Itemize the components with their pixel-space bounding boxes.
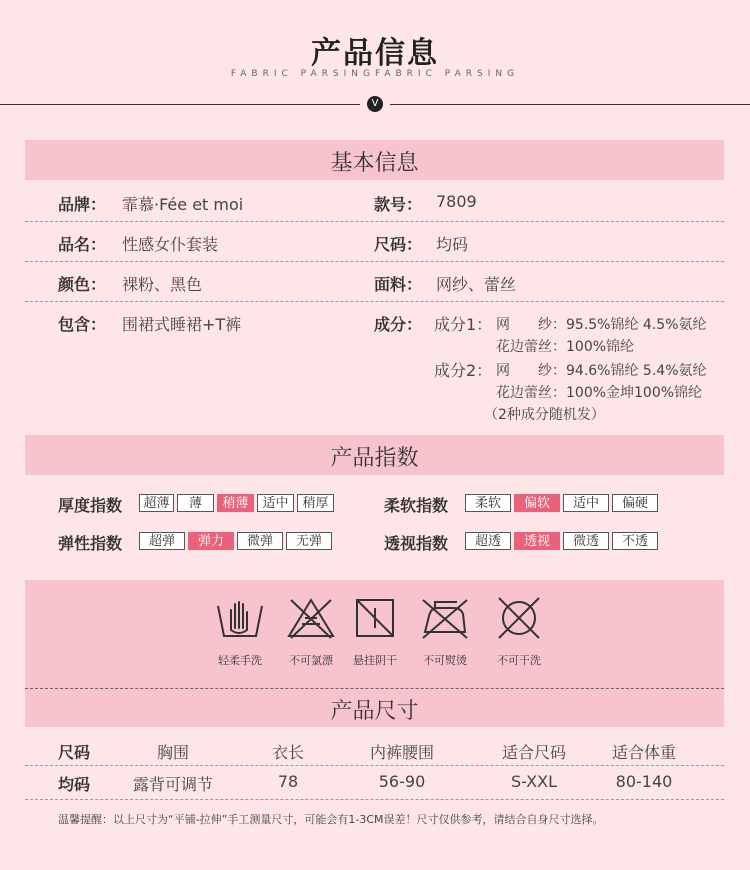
size-title: 产品尺寸 [330,699,419,724]
composition-2-title: 成分2： [434,361,493,380]
softness-option: 柔软 [465,494,511,512]
thickness-scale [139,494,339,514]
page-subtitle: FABRIC PARSINGFABRIC PARSING [230,69,520,79]
care-label: 轻柔手洗 [218,654,262,667]
transparency-scale [465,532,665,552]
chevron-badge-icon: V [367,96,383,112]
style-value: 7809 [436,192,477,211]
thickness-option: 薄 [177,494,214,512]
care-label: 不可氯漂 [289,654,333,667]
name-label: 品名： [58,235,107,254]
elasticity-option-selected: 弹力 [188,532,234,550]
row-divider [25,301,724,302]
size-row-cell: 露背可调节 [132,775,213,794]
name-value: 性感女仆套装 [122,235,219,254]
hand-wash-icon [214,596,266,640]
elasticity-option: 超弹 [139,532,185,550]
elasticity-label: 弹性指数 [58,534,123,553]
hang-dry-shade-icon [349,596,401,640]
table-divider [25,799,724,800]
row-divider [25,261,724,262]
care-label: 不可熨烫 [423,654,467,667]
size-row-cell: 均码 [58,775,91,794]
elasticity-scale [139,532,339,552]
brand-label: 品牌： [58,195,107,214]
transparency-option: 微透 [563,532,609,550]
size-header-cell: 胸围 [156,743,189,762]
thickness-label: 厚度指数 [58,496,123,515]
care-label: 不可干洗 [497,654,541,667]
style-label: 款号： [374,195,423,214]
header-divider-left [0,104,360,105]
size-header-cell: 适合体重 [611,743,676,762]
thickness-option: 稍厚 [297,494,334,512]
no-iron-icon [419,596,471,640]
transparency-option-selected: 透视 [514,532,560,550]
page-title: 产品信息 [311,36,439,71]
no-dry-clean-icon [493,596,545,640]
include-value: 围裙式睡裙+T裤 [122,315,242,334]
size-value: 均码 [436,235,469,254]
size-note: 温馨提醒：以上尺寸为“平铺-拉伸”手工测量尺寸，可能会有1-3CM误差！尺寸仅供参考，请结合自身尺寸选择。 [58,813,604,826]
size-label: 尺码： [374,235,423,254]
row-divider [25,221,724,222]
transparency-option: 不透 [612,532,658,550]
elasticity-option: 无弹 [286,532,332,550]
size-row-cell: 78 [277,772,299,791]
composition-label: 成分： [374,315,423,334]
size-divider [25,688,724,689]
composition-2-line-2: 花边蕾丝：100%金坤100%锦纶 [496,385,703,401]
include-label: 包含： [58,315,107,334]
transparency-label: 透视指数 [384,534,449,553]
size-header-cell: 尺码 [58,743,91,762]
size-row-cell: S-XXL [511,772,557,791]
no-bleach-icon [285,596,337,640]
composition-1-line-2: 花边蕾丝：100%锦纶 [496,339,635,355]
basic-info-title: 基本信息 [330,151,419,176]
softness-scale [465,494,665,514]
care-label: 悬挂阴干 [353,654,397,667]
transparency-option: 超透 [465,532,511,550]
fabric-label: 面料： [374,275,423,294]
thickness-option: 适中 [257,494,294,512]
elasticity-option: 微弹 [237,532,283,550]
softness-option: 适中 [563,494,609,512]
size-header-cell: 衣长 [271,743,304,762]
composition-note: （2种成分随机发） [484,407,605,423]
thickness-option: 超薄 [139,494,174,512]
thickness-option-selected: 稍薄 [217,494,254,512]
size-row-cell: 56-90 [378,772,426,791]
size-header-cell: 内裤腰围 [369,743,434,762]
softness-label: 柔软指数 [384,496,449,515]
softness-option: 偏硬 [612,494,658,512]
composition-1-line-1: 网 纱：95.5%锦纶 4.5%氨纶 [496,317,707,333]
color-value: 裸粉、黑色 [122,275,203,294]
softness-option-selected: 偏软 [514,494,560,512]
size-row-cell: 80-140 [615,772,673,791]
composition-2-line-1: 网 纱：94.6%锦纶 5.4%氨纶 [496,363,707,379]
fabric-value: 网纱、蕾丝 [436,275,517,294]
composition-1-title: 成分1： [434,315,493,334]
indices-title: 产品指数 [330,446,419,471]
color-label: 颜色： [58,275,107,294]
table-divider [25,765,724,766]
header-divider-right [390,104,750,105]
size-header-cell: 适合尺码 [501,743,566,762]
brand-value: 霏慕·Fée et moi [122,195,244,214]
